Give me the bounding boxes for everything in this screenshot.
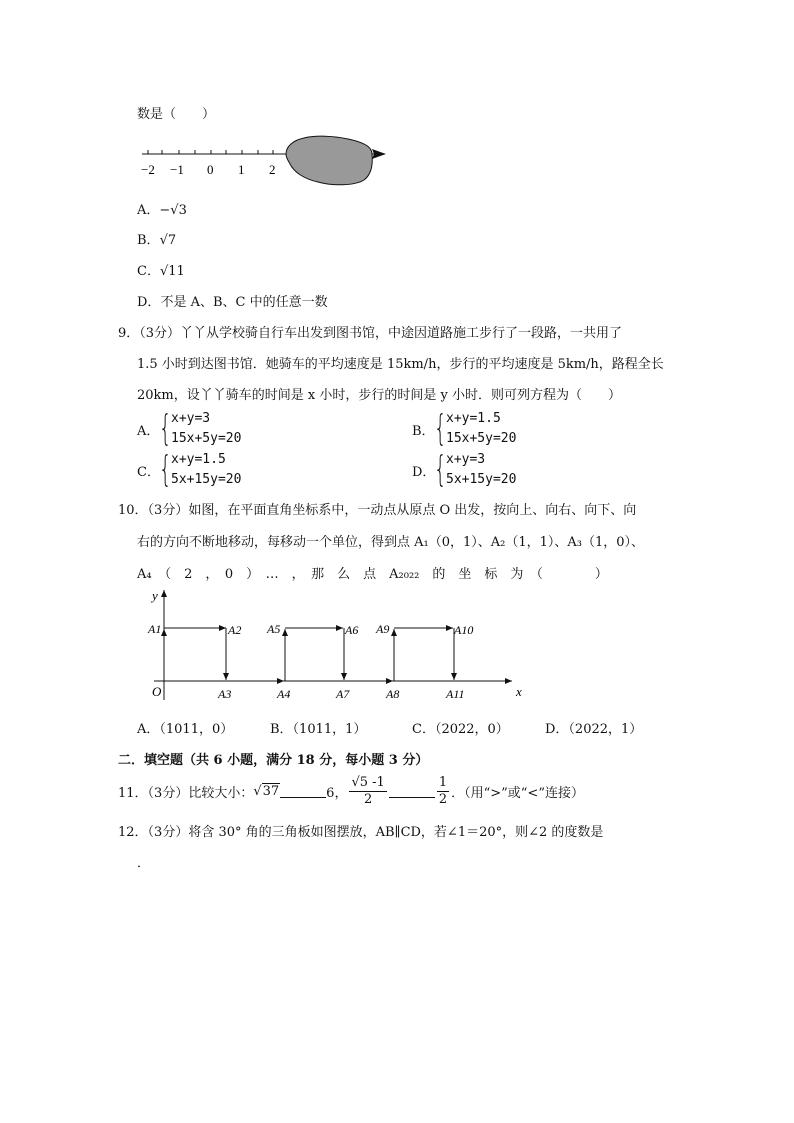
- number-line-figure: [136, 132, 396, 190]
- q11-suffix: ．（用“>”或“<”连接）: [451, 785, 584, 801]
- point-label-a2: A2: [228, 623, 242, 637]
- brace-icon: {: [159, 449, 172, 490]
- q9-option-c-label[interactable]: C．: [137, 465, 160, 480]
- point-label-a7: A7: [336, 687, 350, 701]
- point-label-a1: A1: [148, 622, 162, 636]
- q11-fraction-sqrt5: [349, 775, 386, 808]
- q9-option-a-label[interactable]: A．: [137, 424, 160, 439]
- q11-six: 6，: [326, 785, 348, 801]
- point-label-a8: A8: [386, 687, 400, 701]
- tick-label-0: 0: [207, 162, 214, 177]
- coordinate-path-figure: [140, 584, 540, 708]
- q11-sqrt37: √37: [253, 783, 280, 799]
- q9-d-eq1: x+y=3: [446, 452, 486, 467]
- point-label-a5: A5: [267, 622, 281, 636]
- point-label-a4: A4: [277, 687, 291, 701]
- q8-option-b[interactable]: [137, 229, 176, 248]
- q9-c-eq1: x+y=1.5: [171, 452, 226, 467]
- section-2-heading: 二．填空题（共 6 小题，满分 18 分，每小题 3 分）: [118, 753, 429, 768]
- movement-path: [164, 628, 454, 681]
- brace-icon: {: [434, 408, 447, 449]
- ink-blot-shape: [286, 136, 372, 185]
- origin-label: O: [152, 684, 162, 699]
- q9-line1: 9．（3分）丫丫从学校骑自行车出发到图书馆，中途因道路施工步行了一段路，一共用了: [118, 326, 623, 341]
- q8-option-b-math: √7: [159, 233, 177, 248]
- point-label-a3: A3: [218, 687, 232, 701]
- brace-icon: {: [159, 408, 172, 449]
- q11-frac2-num: 1: [438, 774, 448, 790]
- q9-d-eq2: 5x+15y=20: [446, 472, 517, 487]
- q10-line1: 10．（3分）如图，在平面直角坐标系中，一动点从原点 O 出发，按向上、向右、向下、向: [118, 503, 637, 518]
- brace-icon: {: [434, 449, 447, 490]
- number-line-arrow: [372, 149, 386, 159]
- q9-line3: 20km，设丫丫骑车的时间是 x 小时，步行的时间是 y 小时．则可列方程为（ ）: [137, 388, 621, 403]
- point-label-a11: A11: [446, 687, 465, 701]
- point-label-a10: A10: [454, 623, 474, 637]
- y-axis-label: y: [152, 588, 158, 603]
- q8-option-a-math: −√3: [159, 203, 187, 218]
- q10-option-d[interactable]: D．（2022，1）: [545, 722, 643, 737]
- q11-line: [118, 774, 584, 808]
- tick-label-2: 2: [269, 162, 276, 177]
- q9-c-eq2: 5x+15y=20: [171, 472, 242, 487]
- q11-blank-1[interactable]: [280, 785, 326, 798]
- q9-a-eq1: x+y=3: [171, 411, 211, 426]
- q11-blank-2[interactable]: [389, 785, 435, 798]
- q9-option-d-label[interactable]: D．: [412, 465, 436, 480]
- q8-option-d[interactable]: [137, 291, 328, 310]
- q11-fraction-half: [437, 775, 449, 808]
- number-line-ticks: [148, 150, 273, 154]
- q9-b-eq2: 15x+5y=20: [446, 431, 517, 446]
- q8-option-a-label: A．: [137, 203, 160, 218]
- q10-option-b[interactable]: B．（1011，1）: [270, 722, 367, 737]
- q9-a-eq2: 15x+5y=20: [171, 431, 242, 446]
- point-label-a9: A9: [376, 622, 390, 636]
- tick-label-neg2: −2: [141, 162, 155, 177]
- q11-frac2-den: 2: [438, 791, 448, 807]
- tick-label-neg1: −1: [170, 162, 184, 177]
- q9-b-eq1: x+y=1.5: [446, 411, 501, 426]
- x-axis-label: x: [516, 684, 522, 699]
- q11-frac1-num: √5 -1: [351, 774, 385, 790]
- q10-option-c[interactable]: C．（2022，0）: [412, 722, 509, 737]
- q8-option-c-label: C．: [137, 264, 160, 279]
- q8-option-c[interactable]: [137, 260, 185, 279]
- q11-sqrt37-radicand: 37: [262, 783, 280, 799]
- q8-stem-tail: 数是（ ）: [137, 107, 216, 122]
- q11-frac1-den: 2: [363, 791, 373, 807]
- q10-option-a[interactable]: A．（1011，0）: [137, 722, 234, 737]
- q8-option-b-label: B．: [137, 233, 160, 248]
- q8-option-d-label: D．: [137, 295, 161, 310]
- q11-prefix: 11．（3分）比较大小：: [118, 785, 254, 801]
- q8-option-c-math: √11: [159, 264, 185, 279]
- point-label-a6: A6: [345, 623, 359, 637]
- q9-option-b-label[interactable]: B．: [412, 424, 435, 439]
- q8-option-d-text: 不是 A、B、C 中的任意一数: [160, 295, 328, 310]
- q8-option-a[interactable]: [137, 199, 187, 218]
- q12-line2: ．: [137, 856, 151, 871]
- q9-line2: 1.5 小时到达图书馆．她骑车的平均速度是 15km/h，步行的平均速度是 5km/h，路程全长: [137, 357, 664, 372]
- q10-line3: A₄ （ 2 ， 0 ） … ， 那 么 点 A₂₀₂₂ 的 坐 标 为 （ ）: [137, 567, 608, 582]
- q10-line2: 右的方向不断地移动，每移动一个单位，得到点 A₁（0，1）、A₂（1，1）、A₃（1，0）、: [137, 535, 645, 550]
- q12-line1: 12．（3分）将含 30° 角的三角板如图摆放，AB∥CD，若∠1＝20°，则∠2 的度数是: [118, 825, 604, 840]
- tick-label-1: 1: [238, 162, 245, 177]
